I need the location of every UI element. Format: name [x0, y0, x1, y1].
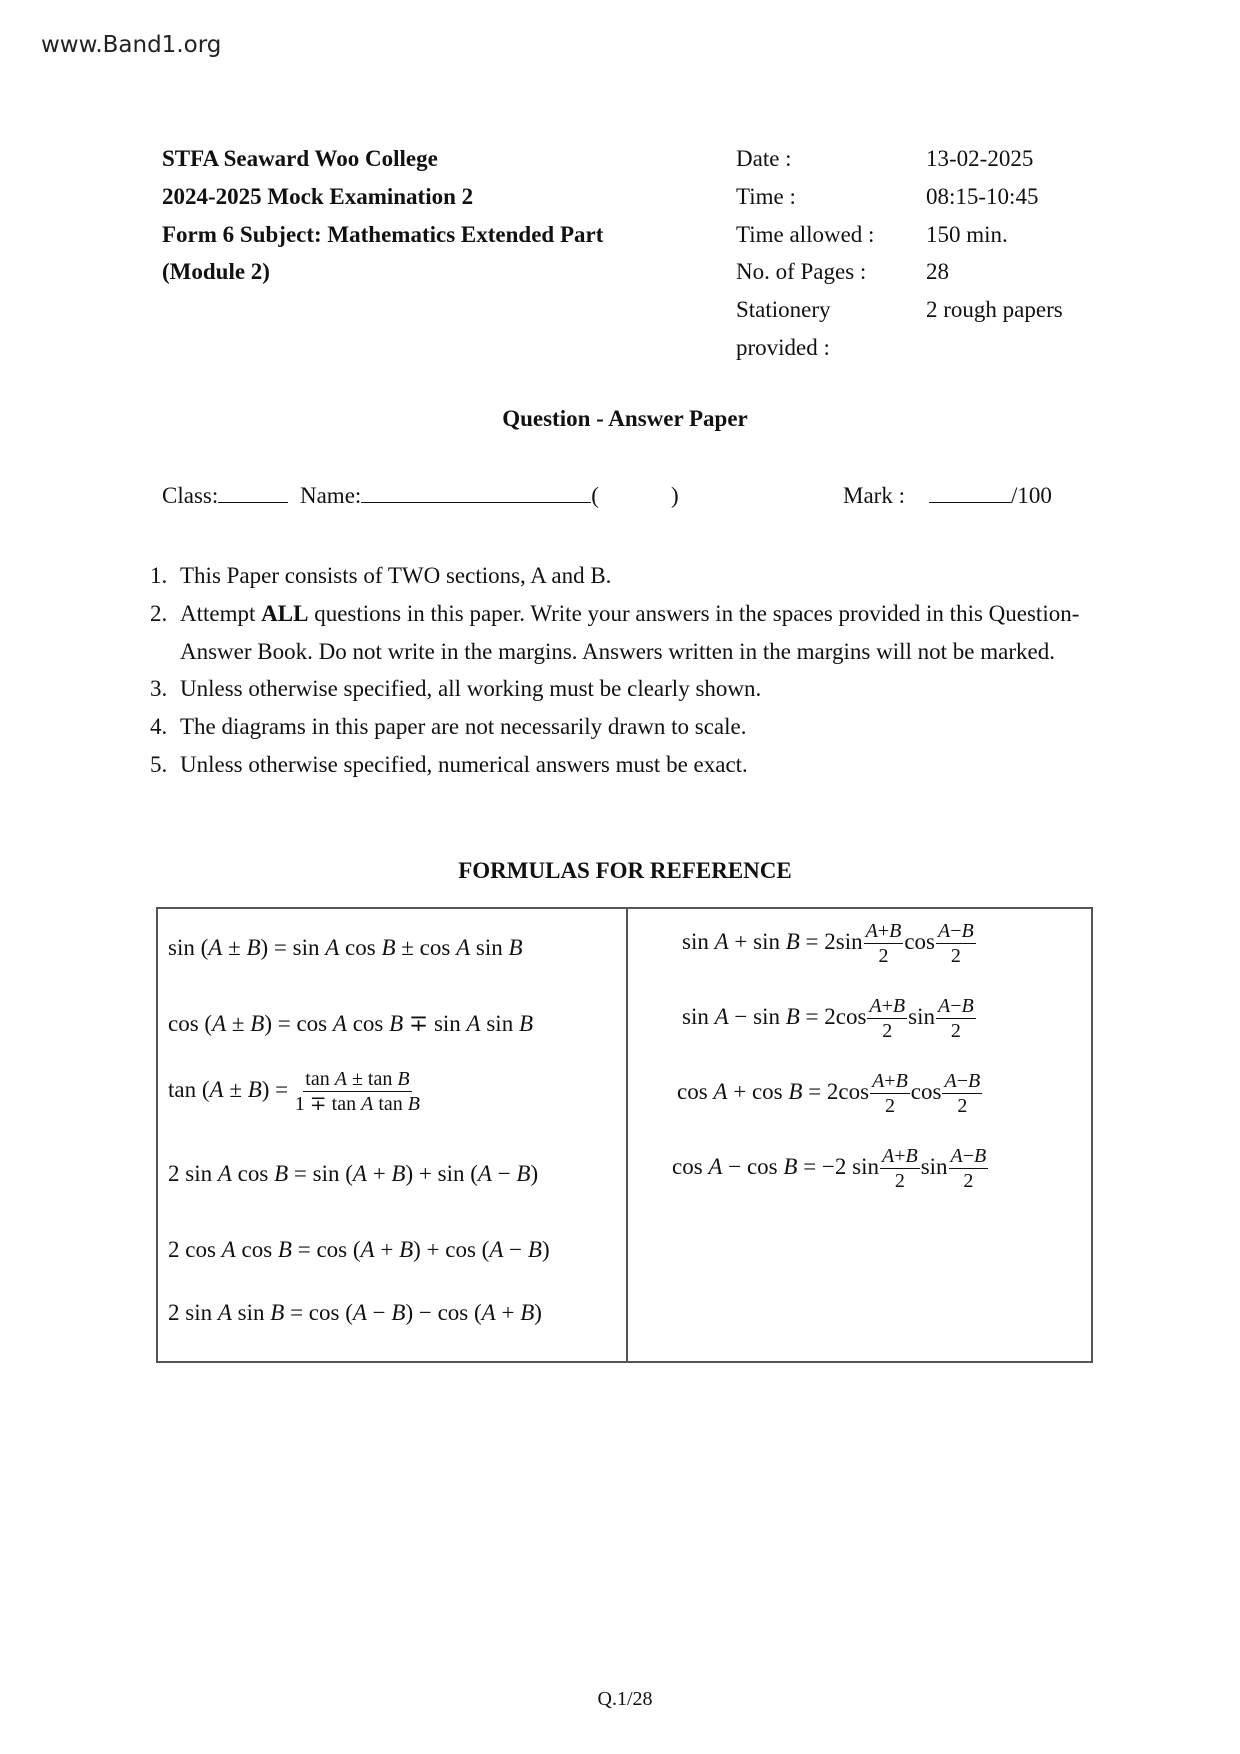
- module-name: (Module 2): [162, 259, 270, 285]
- instructions-list: [150, 557, 1110, 784]
- instruction-item: [150, 746, 1110, 784]
- exam-name: 2024-2025 Mock Examination 2: [162, 183, 474, 209]
- subject-name: Form 6 Subject: Mathematics Extended Part: [162, 221, 604, 247]
- info-label: Date :: [736, 146, 792, 171]
- instruction-text-bold: ALL: [261, 600, 309, 626]
- info-label: No. of Pages :: [736, 259, 867, 285]
- formula-cos-sum: cos (A ± B) = cos A cos B ∓ sin A sin B: [168, 1011, 534, 1036]
- formula-sin-sum: sin (A ± B) = sin A cos B ± cos A sin B: [168, 935, 523, 960]
- page-number: Q.1/28: [597, 1688, 653, 1710]
- formula-sin-minus-sin: sin A − sin B = 2cos $\frac{A+B}{2}$ sin $\frac{A-B}{2}$: [682, 995, 974, 1042]
- number-open-paren: (: [591, 483, 599, 508]
- paper-title: Question - Answer Paper: [502, 406, 748, 431]
- instruction-number: 4.: [150, 714, 168, 740]
- mark-box: [843, 482, 1052, 509]
- instruction-item: [150, 708, 1110, 746]
- info-value: 28: [926, 259, 949, 285]
- formula-cos-plus-cos: cos A + cos B = 2cos $\frac{A+B}{2}$ cos $\frac{A-B}{2}$: [677, 1070, 981, 1117]
- info-row-date: [736, 140, 1063, 178]
- class-field[interactable]: [218, 482, 288, 503]
- instruction-number: 2.: [150, 600, 168, 626]
- info-label: Time :: [736, 183, 796, 209]
- formula-tan-sum: tan (A ± B) = $\frac{\text{tan A ± tan B}}{\text{1 ∓ tan A tan B}}$: [168, 1068, 420, 1115]
- instruction-text-rest: questions in this paper. Write your answers in the spaces provided in this Question-Answer Book. Do not write in the margins. Answers written in the margins will not be marked.: [180, 600, 1080, 664]
- fraction: $\frac{\text{tan A ± tan B}}{\text{1 ∓ tan A tan B}}$: [294, 1068, 420, 1115]
- info-label: Stationery: [736, 297, 831, 323]
- instruction-item: [150, 670, 1110, 708]
- info-label: Time allowed :: [736, 221, 875, 247]
- formula-2coscos: 2 cos A cos B = cos (A + B) + cos (A − B): [168, 1237, 550, 1262]
- instruction-text: This Paper consists of TWO sections, A and B.: [180, 563, 612, 588]
- instruction-number: 5.: [150, 751, 168, 777]
- info-row-time-allowed: [736, 216, 1063, 254]
- info-row-stationery: [736, 291, 1063, 329]
- watermark-url: www.Band1.org: [41, 32, 222, 58]
- exam-header: [162, 140, 603, 291]
- table-divider: [626, 909, 628, 1361]
- formula-table: [156, 907, 1093, 1363]
- instruction-text: [180, 595, 1110, 671]
- info-value: 2 rough papers: [926, 297, 1063, 323]
- formula-2sincos: 2 sin A cos B = sin (A + B) + sin (A − B): [168, 1161, 539, 1186]
- info-label: provided :: [736, 334, 830, 360]
- name-label: Name:: [299, 483, 362, 508]
- instruction-number: 1.: [150, 563, 168, 588]
- number-close-paren: ): [670, 483, 679, 508]
- instruction-text: Unless otherwise specified, numerical answers must be exact.: [180, 751, 748, 777]
- info-value: 13-02-2025: [926, 146, 1034, 171]
- mark-field[interactable]: [929, 482, 1011, 503]
- class-label: Class:: [162, 483, 219, 508]
- info-value: 150 min.: [926, 221, 1008, 247]
- instruction-number: 3.: [150, 676, 168, 702]
- formula-sin-plus-sin: sin A + sin B = 2sin $\frac{A+B}{2}$ cos $\frac{A-B}{2}$: [682, 920, 974, 967]
- info-row-time: [736, 178, 1063, 216]
- instruction-item: [150, 595, 1110, 671]
- info-value: 08:15-10:45: [926, 183, 1039, 209]
- instruction-text-pre: Attempt: [180, 600, 262, 626]
- exam-info: [736, 140, 1063, 367]
- formula-2sinsin: 2 sin A sin B = cos (A − B) − cos (A + B): [168, 1300, 542, 1325]
- student-form: [162, 482, 679, 509]
- formulas-title: FORMULAS FOR REFERENCE: [458, 858, 792, 883]
- instruction-text: The diagrams in this paper are not necessarily drawn to scale.: [180, 714, 747, 740]
- school-name: STFA Seaward Woo College: [162, 146, 438, 171]
- mark-label: Mark :: [843, 483, 905, 508]
- formula-cos-minus-cos: cos A − cos B = −2 sin $\frac{A+B}{2}$ sin $\frac{A-B}{2}$: [672, 1145, 987, 1192]
- instruction-item: [150, 557, 1110, 595]
- instruction-text: Unless otherwise specified, all working must be clearly shown.: [180, 676, 762, 702]
- name-field[interactable]: [361, 482, 591, 503]
- info-row-pages: [736, 253, 1063, 291]
- info-row-stationery-cont: [736, 329, 1063, 367]
- mark-total: /100: [1010, 483, 1052, 508]
